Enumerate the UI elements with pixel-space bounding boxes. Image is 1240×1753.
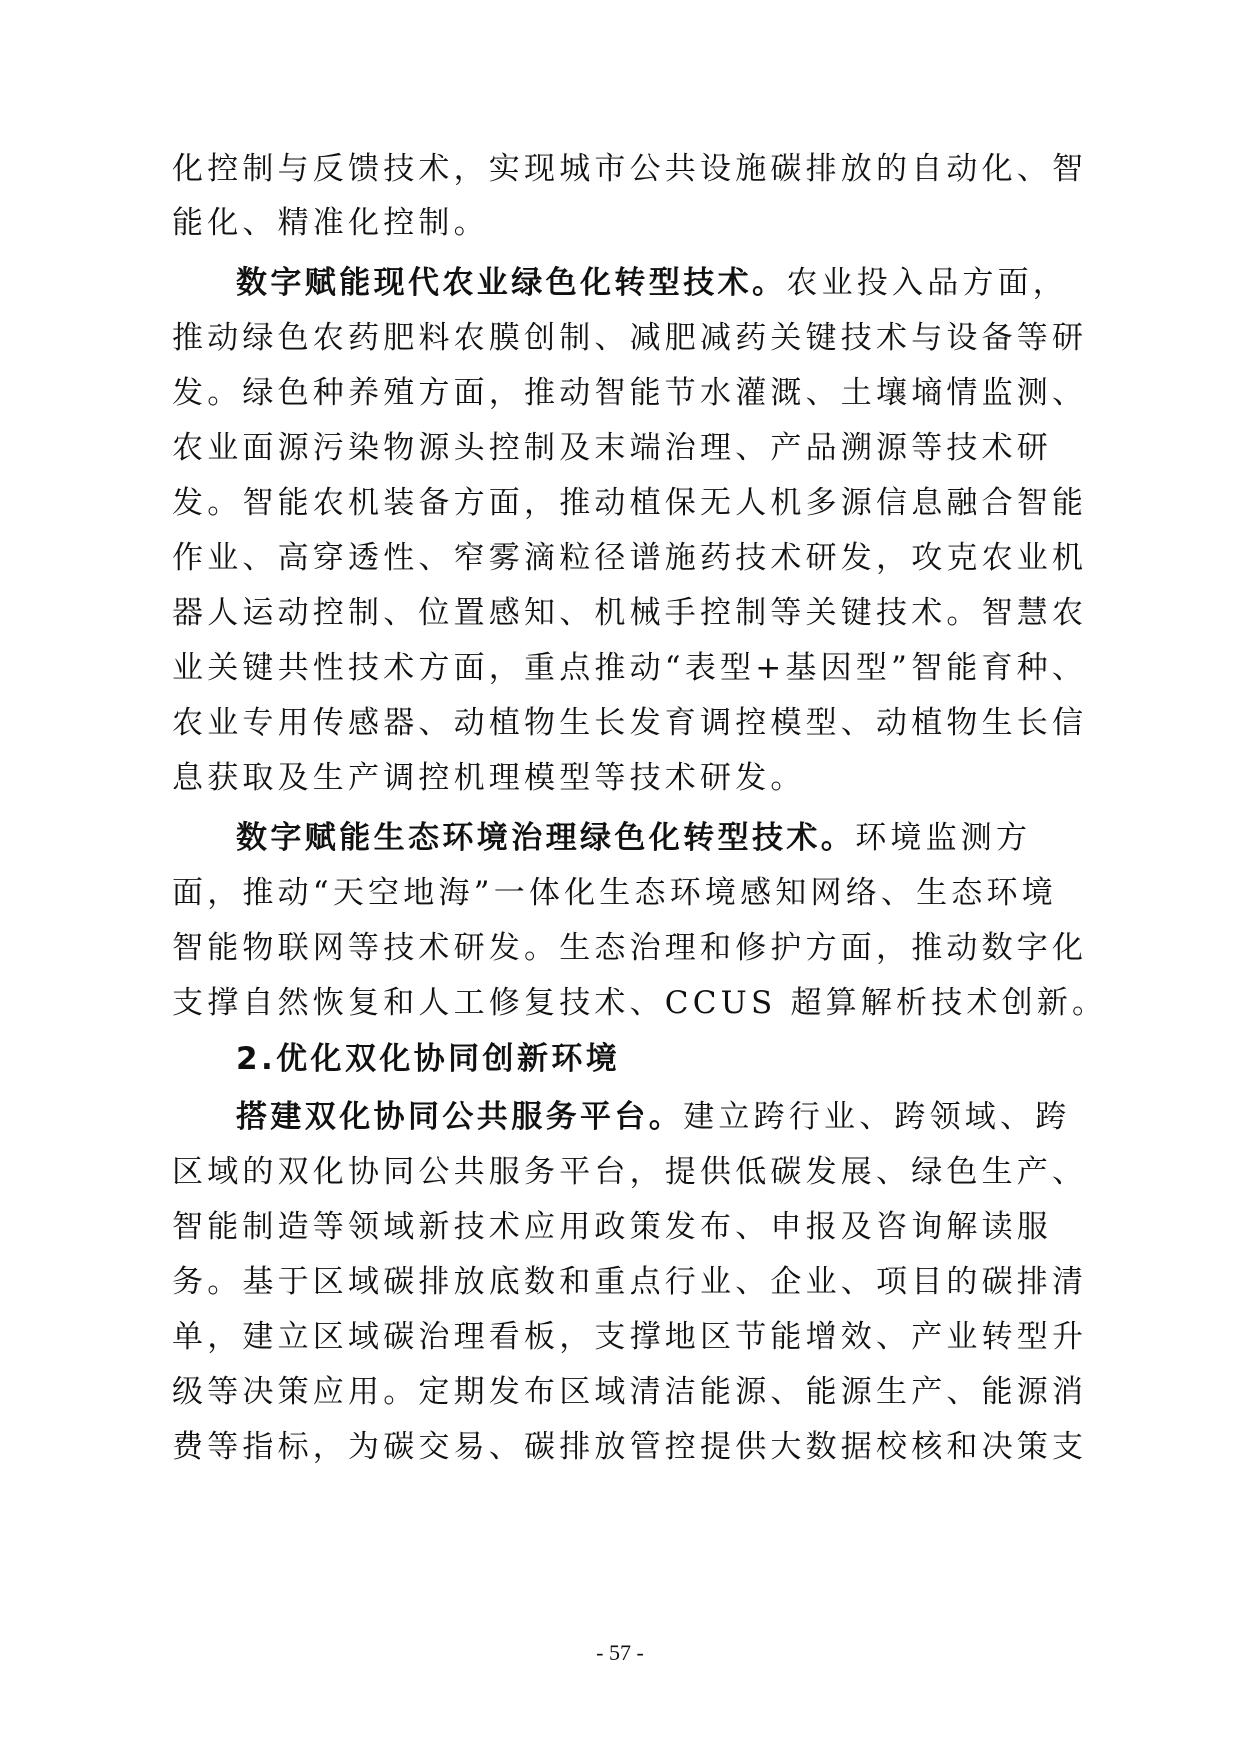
text-line	[172, 419, 1068, 477]
text-line	[172, 749, 1068, 807]
text-line	[172, 1418, 1088, 1476]
text-line	[172, 974, 1108, 1032]
line-text: 面，推动“天空地海”一体化生态环境感知网络、生态环境	[172, 875, 1057, 911]
line-text: 费等指标，为碳交易、碳排放管控提供大数据校核和决策支	[172, 1429, 1088, 1465]
section-heading-platform	[236, 1088, 1071, 1146]
text-line	[172, 1198, 1068, 1256]
section-heading-agriculture	[236, 254, 1068, 312]
section-heading-2	[236, 1030, 1068, 1088]
text-line	[172, 1308, 1088, 1366]
line-text: 农业投入品方面，	[786, 265, 1069, 301]
line-text: 业关键共性技术方面，重点推动“表型+基因型”智能育种、	[172, 650, 1088, 686]
line-text: 农业面源污染物源头控制及末端治理、产品溯源等技术研	[172, 430, 1052, 466]
line-text: 环境监测方	[855, 820, 1032, 856]
text-line	[172, 194, 1068, 252]
bold-lead: 2.优化双化协同创新环境	[236, 1041, 621, 1077]
text-line	[172, 529, 1088, 587]
line-text: 作业、高穿透性、窄雾滴粒径谱施药技术研发，攻克农业机	[172, 540, 1088, 576]
line-text: 器人运动控制、位置感知、机械手控制等关键技术。智慧农	[172, 595, 1088, 631]
line-text: 化控制与反馈技术，实现城市公共设施碳排放的自动化、智	[172, 151, 1088, 187]
line-text: 推动绿色农药肥料农膜创制、减肥减药关键技术与设备等研	[172, 320, 1088, 356]
line-text: 发。智能农机装备方面，推动植保无人机多源信息融合智能	[172, 485, 1088, 521]
text-line	[172, 584, 1088, 642]
bold-lead: 数字赋能生态环境治理绿色化转型技术。	[236, 820, 856, 856]
line-text: 务。基于区域碳排放底数和重点行业、企业、项目的碳排清	[172, 1264, 1088, 1300]
text-line	[172, 1363, 1088, 1421]
text-line	[172, 864, 1068, 922]
bold-lead: 搭建双化协同公共服务平台。	[236, 1099, 684, 1135]
text-line	[172, 309, 1088, 367]
section-heading-ecology	[236, 809, 1068, 867]
line-text: 能化、精准化控制。	[172, 205, 489, 241]
page-number: - 57 -	[596, 1640, 644, 1665]
line-text: 智能物联网等技术研发。生态治理和修护方面，推动数字化	[172, 930, 1088, 966]
text-line	[172, 1143, 1088, 1201]
line-text: 单，建立区域碳治理看板，支撑地区节能增效、产业转型升	[172, 1319, 1088, 1355]
text-line	[172, 364, 1088, 422]
text-line	[172, 474, 1088, 532]
text-line	[172, 140, 1088, 198]
line-text: 发。绿色种养殖方面，推动智能节水灌溉、土壤墒情监测、	[172, 375, 1088, 411]
text-line	[172, 1253, 1088, 1311]
line-text: 智能制造等领域新技术应用政策发布、申报及咨询解读服	[172, 1209, 1052, 1245]
line-text: 建立跨行业、跨领域、跨	[683, 1099, 1071, 1135]
bold-lead: 数字赋能现代农业绿色化转型技术。	[236, 265, 787, 301]
text-line	[172, 639, 1088, 697]
text-line	[172, 694, 1088, 752]
line-text: 区域的双化协同公共服务平台，提供低碳发展、绿色生产、	[172, 1154, 1088, 1190]
line-text: 级等决策应用。定期发布区域清洁能源、能源生产、能源消	[172, 1374, 1088, 1410]
line-text: 息获取及生产调控机理模型等技术研发。	[172, 760, 806, 796]
text-line	[172, 919, 1088, 977]
line-text: 农业专用传感器、动植物生长发育调控模型、动植物生长信	[172, 705, 1088, 741]
line-text: 支撑自然恢复和人工修复技术、CCUS 超算解析技术创新。	[172, 985, 1108, 1021]
